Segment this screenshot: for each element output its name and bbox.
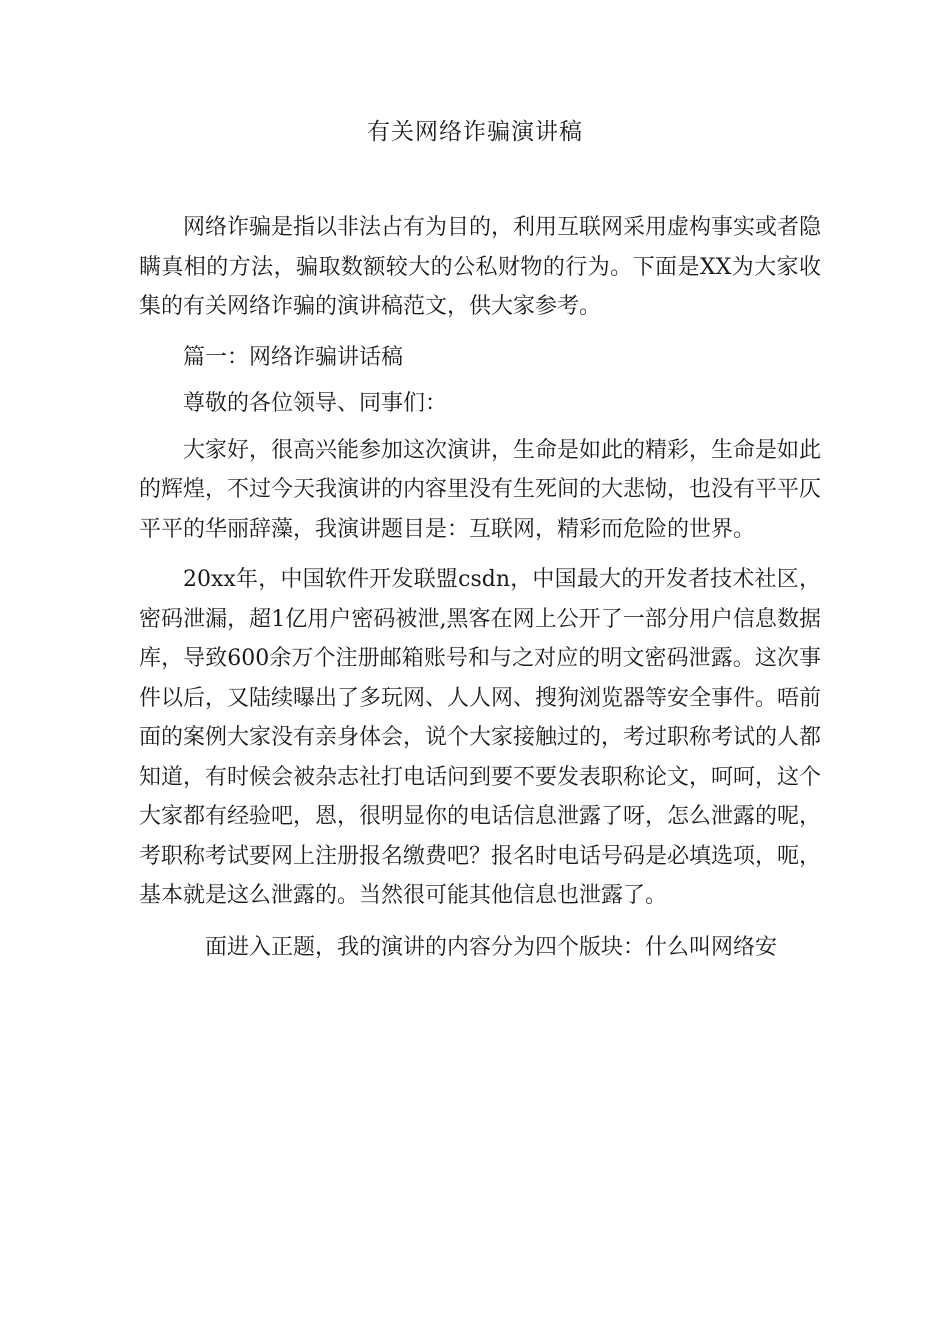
paragraph-section-heading: 篇一：网络诈骗讲话稿 <box>183 344 404 370</box>
paragraph-salutation: 尊敬的各位领导、同事们： <box>183 391 448 416</box>
document-title: 有关网络诈骗演讲稿 <box>367 119 583 145</box>
paragraph-csdn-case: 20xx年，中国软件开发联盟csdn，中国最大的开发者技术社区，密码泄漏，超1亿用户密码被泄,黑客在网上公开了一部分用户信息数据库，导致600余万个注册邮箱账号和与之对应的明文密码泄露。这次事件以后，又陆续曝出了多玩网、人人网、搜狗浏览器等安全事件。唔前面的案例大家没有亲身体会，说个大家接触过的，考过职称考试的人都知道，有时候会被杂志社打电话问到要不要发表职称论文，呵呵，这个大家都有经验吧，恩，很明显你的电话信息泄露了呀，怎么泄露的呢，考职称考试要网上注册报名缴费吧？报名时电话号码是必填选项，呃，基本就是这么泄露的。当然很可能其他信息也泄露了。 <box>139 567 822 908</box>
document-body <box>139 208 821 978</box>
paragraph-main-topic: 面进入正题，我的演讲的内容分为四个版块：什么叫网络安 <box>205 934 778 960</box>
paragraph-intro: 网络诈骗是指以非法占有为目的，利用互联网采用虚构事实或者隐瞒真相的方法，骗取数额较大的公私财物的行为。下面是XX为大家收集的有关网络诈骗的演讲稿范文，供大家参考。 <box>139 215 822 319</box>
paragraph-opening: 大家好，很高兴能参加这次演讲，生命是如此的精彩，生命是如此的辉煌，不过今天我演讲的内容里没有生死间的大悲恸，也没有平平仄平平的华丽辞藻，我演讲题目是：互联网，精彩而危险的世界。 <box>139 437 822 542</box>
